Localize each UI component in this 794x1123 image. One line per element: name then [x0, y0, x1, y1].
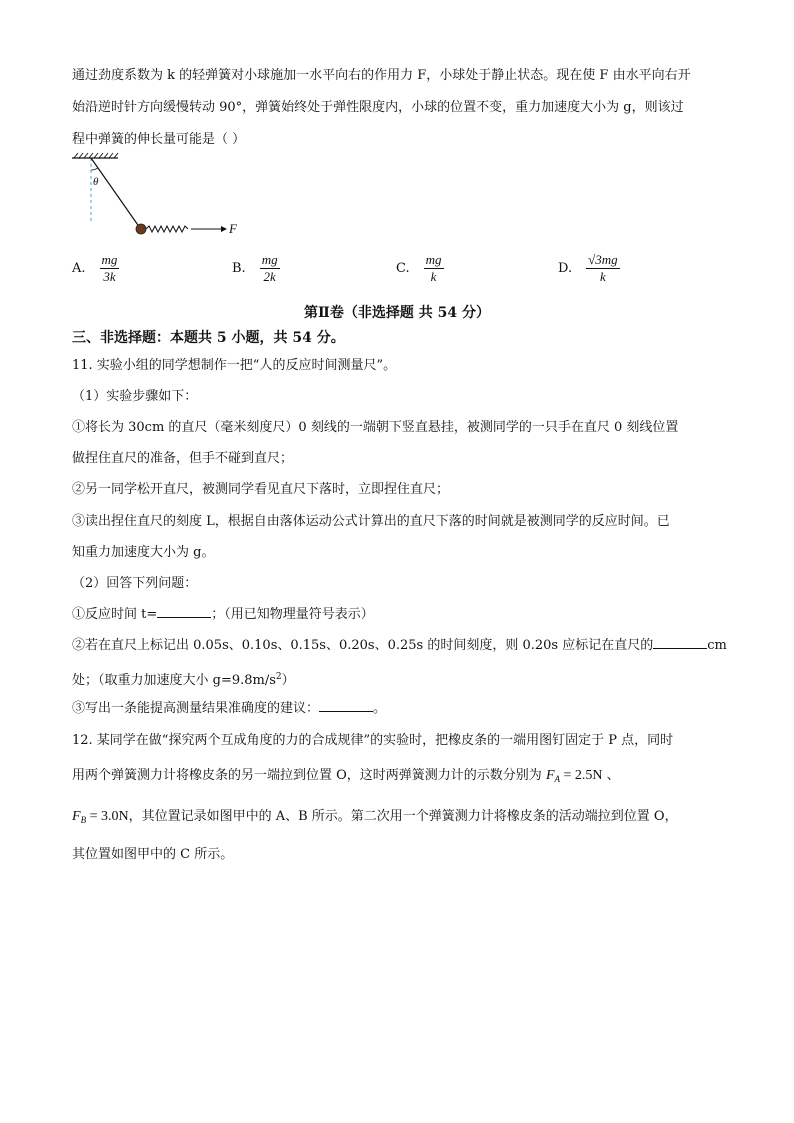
option-c-fraction: $\frac{mg}{k}$ [425, 252, 442, 284]
option-a[interactable] [72, 252, 119, 285]
option-c-label: C. [396, 261, 410, 276]
option-a-fraction: $\frac{mg}{3k}$ [101, 252, 118, 284]
q11-answer-1: ①反应时间 t= ；（用已知物理量符号表示） [72, 607, 374, 622]
answer-blank-3[interactable] [319, 699, 373, 712]
option-c[interactable] [396, 252, 444, 285]
ceiling-hatch [74, 153, 118, 158]
q10-line-1: 通过劲度系数为 k 的轻弹簧对小球施加一水平向右的作用力 F，小球处于静止状态。现在使 F 由水平向右开 [72, 68, 691, 83]
theta-arc [91, 168, 98, 170]
q11-answer-2b: 处；（取重力加速度大小 $g=9.8m/s^2$） [72, 672, 295, 688]
string-line [91, 158, 140, 228]
option-a-label: A. [72, 261, 86, 276]
force-arrowhead [221, 226, 227, 232]
theta-label: θ [93, 176, 99, 188]
q11-step-heading: （1）实验步骤如下： [72, 389, 198, 404]
q12-line-4: 其位置如图甲中的 C 所示。 [72, 847, 234, 862]
q11-step-3b: 知重力加速度大小为 g。 [72, 545, 215, 560]
section-title: 第Ⅱ卷（非选择题 共 54 分） [304, 305, 490, 321]
q11-intro: 11. 实验小组的同学想制作一把“人的反应时间测量尺”。 [72, 358, 397, 373]
force-a-value: $F_A = 2.5N$ [545, 768, 603, 784]
force-label: F [229, 221, 237, 236]
option-d-label: D. [558, 261, 573, 276]
q11-step-1b: 做捏住直尺的准备，但手不碰到直尺； [72, 451, 294, 466]
q10-line-3: 程中弹簧的伸长量可能是（ ） [72, 132, 246, 147]
q11-answer-2: ②若在直尺上标记出 0.05s、0.10s、0.15s、0.20s、0.25s 的时间刻度，则 0.20s 应标记在直尺的 cm [72, 638, 727, 653]
option-d-fraction: $\frac{√3mg}{k}$ [588, 252, 618, 284]
option-b-fraction: $\frac{mg}{2k}$ [261, 252, 278, 284]
q11-answer-3: ③写出一条能提高测量结果准确度的建议： 。 [72, 701, 387, 716]
spring [146, 226, 188, 232]
part-heading: 三、非选择题：本题共 5 小题，共 54 分。 [72, 330, 345, 346]
q12-line-3: $F_B = 3.0N$，其位置记录如图甲中的 A、B 所示。第二次用一个弹簧测力计将橡皮条的活动端拉到位置 O， [72, 809, 678, 825]
q12-line-1: 12. 某同学在做“探究两个互成角度的力的合成规律”的实验时，把橡皮条的一端用图钉固定于 P 点，同时 [72, 733, 674, 748]
force-b-value: $F_B = 3.0N$ [72, 809, 129, 825]
q11-step-3a: ③读出捏住直尺的刻度 L，根据自由落体运动公式计算出的直尺下落的时间就是被测同学的反应时间。已 [72, 514, 670, 529]
q10-line-2: 始沿逆时针方向缓慢转动 90°，弹簧始终处于弹性限度内，小球的位置不变，重力加速度大小为 g，则该过 [72, 100, 684, 115]
option-b-label: B. [232, 261, 246, 276]
q11-step-1a: ①将长为 30cm 的直尺（毫米刻度尺）0 刻线的一端朝下竖直悬挂，被测同学的一只手在直尺 0 刻线位置 [72, 420, 679, 435]
q11-answer-heading: （2）回答下列问题： [72, 576, 198, 591]
option-d[interactable] [558, 252, 620, 285]
pendulum-spring-figure [66, 152, 256, 244]
answer-blank-1[interactable] [157, 605, 211, 618]
ball [136, 224, 146, 234]
q11-step-2: ②另一同学松开直尺，被测同学看见直尺下落时，立即捏住直尺； [72, 482, 450, 497]
option-b[interactable] [232, 252, 280, 285]
q12-line-2: 用两个弹簧测力计将橡皮条的另一端拉到位置 O，这时两弹簧测力计的示数分别为 $F_A = 2.5N$ 、 [72, 768, 620, 784]
answer-blank-2[interactable] [653, 636, 707, 649]
